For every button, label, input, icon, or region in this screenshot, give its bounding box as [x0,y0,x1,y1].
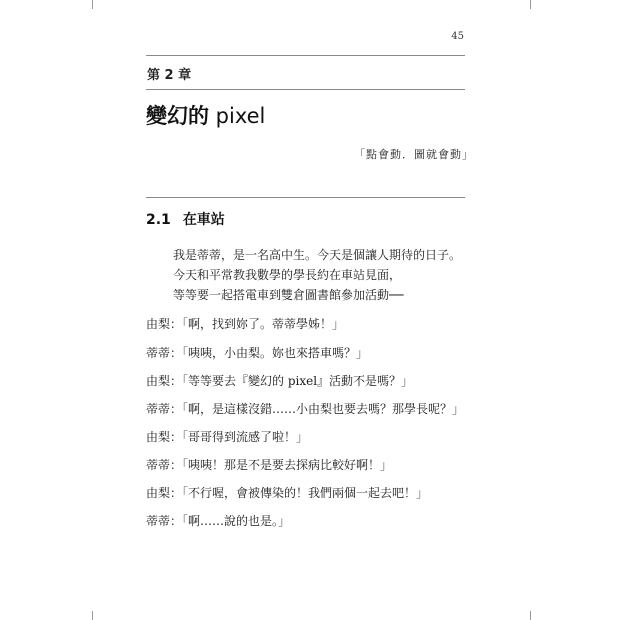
header-rule-top [146,55,465,56]
section-rule [146,197,465,198]
page-number: 45 [451,31,464,42]
crop-mark [92,611,93,620]
crop-mark [92,0,93,9]
chapter-title [146,100,265,130]
intro-line: 我是蒂蒂，是一名高中生。今天是個讓人期待的日子。 [173,248,462,262]
section-title: 在車站 [182,212,225,228]
dialogue-line: 蒂蒂：「咦咦，小由梨。妳也來搭車嗎？」 [146,346,369,360]
header-rule-bottom [146,89,465,90]
section-heading [146,209,225,229]
chapter-title-latin: pixel [209,104,266,128]
chapter-title-cjk: 變幻的 [146,104,209,128]
dialogue-line: 蒂蒂：「啊，是這樣沒錯……小由梨也要去嗎？那學長呢？」 [146,402,465,416]
dialogue-line: 由梨：「啊，找到妳了。蒂蒂學姊！」 [146,317,345,331]
intro-line: 等等要一起搭電車到雙倉圖書館參加活動── [173,288,404,302]
dialogue-line: 由梨：「等等要去『變幻的 pixel』活動不是嗎？」 [146,374,414,388]
chapter-epigraph: 「點會動．圖就會動」 [354,148,474,161]
crop-mark [530,0,531,9]
crop-mark [530,611,531,620]
dialogue-line: 蒂蒂：「咦咦！那是不是要去探病比較好啊！」 [146,458,393,472]
dialogue-line: 由梨：「哥哥得到流感了啦！」 [146,430,309,444]
dialogue-line: 由梨：「不行喔，會被傳染的！我們兩個一起去吧！」 [146,486,429,500]
chapter-label: 第 2 章 [147,68,192,83]
section-number: 2.1 [146,212,171,228]
intro-line: 今天和平常教我數學的學長約在車站見面， [173,268,402,282]
intro-paragraph [173,245,461,305]
dialogue-line: 蒂蒂：「啊……說的也是。」 [146,514,291,528]
